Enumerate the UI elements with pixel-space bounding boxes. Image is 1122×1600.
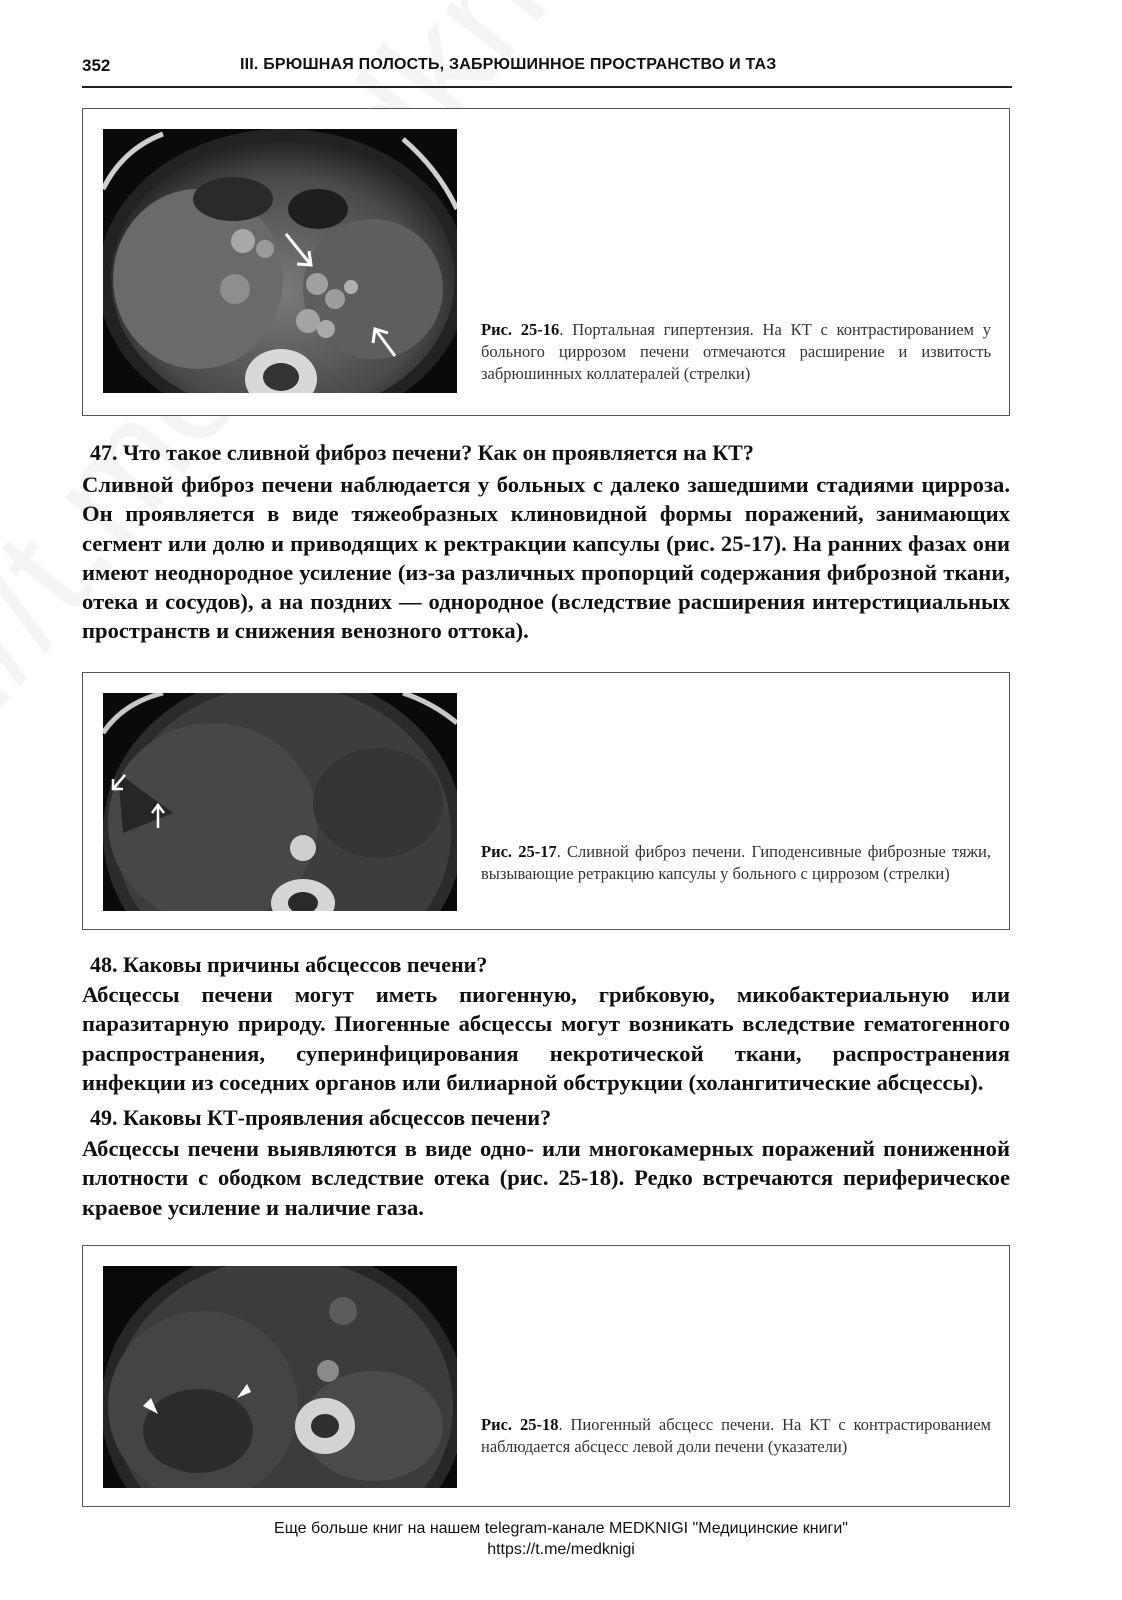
answer-48: Абсцессы печени могут иметь пиогенную, грибковую, микобактериальную или паразитарную природу. Пиогенные абсцессы могут возникать вследствие гематогенного распространения, суперинфицирования некротической ткани, распространения инфекции из соседних органов или билиарной обструкции (холангитические абсцессы). <box>82 982 1010 1095</box>
figure-caption <box>481 841 991 885</box>
question-48: 48. Каковы причины абсцессов печени? <box>90 952 488 977</box>
ct-scan-drawing <box>103 1266 457 1488</box>
figure-caption-text: . Портальная гипертензия. На КТ с контрастированием у больного циррозом печени отмечаются расширение и извитость забрюшинных коллатералей (стрелки) <box>481 320 991 383</box>
page-header <box>82 56 1012 88</box>
figure-caption-text: . Пиогенный абсцесс печени. На КТ с контрастированием наблюдается абсцесс левой доли печени (указатели) <box>481 1415 991 1456</box>
figure-label: Рис. 25-18 <box>481 1415 559 1434</box>
figure-caption <box>481 319 991 385</box>
ct-image-portal-hypertension <box>103 129 457 393</box>
running-head: III. БРЮШНАЯ ПОЛОСТЬ, ЗАБРЮШИННОЕ ПРОСТРАНСТВО И ТАЗ <box>240 56 777 73</box>
question-49: 49. Каковы КТ-проявления абсцессов печени? <box>90 1105 552 1130</box>
footer-link[interactable]: https://t.me/medknigi <box>487 1541 635 1558</box>
figure-25-18 <box>82 1245 1010 1507</box>
ct-scan-drawing <box>103 129 457 393</box>
figure-caption-text: . Сливной фиброз печени. Гиподенсивные фиброзные тяжи, вызывающие ретракцию капсулы у больного с циррозом (стрелки) <box>481 842 991 883</box>
page-number: 352 <box>82 56 111 75</box>
figure-label: Рис. 25-17 <box>481 842 557 861</box>
figure-label: Рис. 25-16 <box>481 320 560 339</box>
figure-25-16 <box>82 108 1010 416</box>
footer-promo: Еще больше книг на нашем telegram-канале MEDKNIGI "Медицинские книги" <box>274 1520 848 1537</box>
answer-49: Абсцессы печени выявляются в виде одно- или многокамерных поражений пониженной плотности с ободком вследствие отека (рис. 25-18). Редко встречаются периферическое краевое усиление и наличие газа. <box>82 1136 1010 1220</box>
ct-scan-drawing <box>103 693 457 911</box>
answer-47: Сливной фиброз печени наблюдается у больных с далеко зашедшими стадиями цирроза. Он проявляется в виде тяжеобразных клиновидной формы поражений, занимающих сегмент или долю и приводящих к ректракции капсулы (рис. 25-17). На ранних фазах они имеют неоднородное усиление (из-за различных пропорций содержания фиброзной ткани, отека и сосудов), а на поздних — однородное (вследствие расширения интерстициальных пространств и снижения венозного оттока). <box>82 472 1010 644</box>
question-47: 47. Что такое сливной фиброз печени? Как он проявляется на КТ? <box>90 440 754 465</box>
ct-image-pyogenic-abscess <box>103 1266 457 1488</box>
figure-caption <box>481 1414 991 1458</box>
figure-25-17 <box>82 672 1010 930</box>
ct-image-confluent-fibrosis <box>103 693 457 911</box>
